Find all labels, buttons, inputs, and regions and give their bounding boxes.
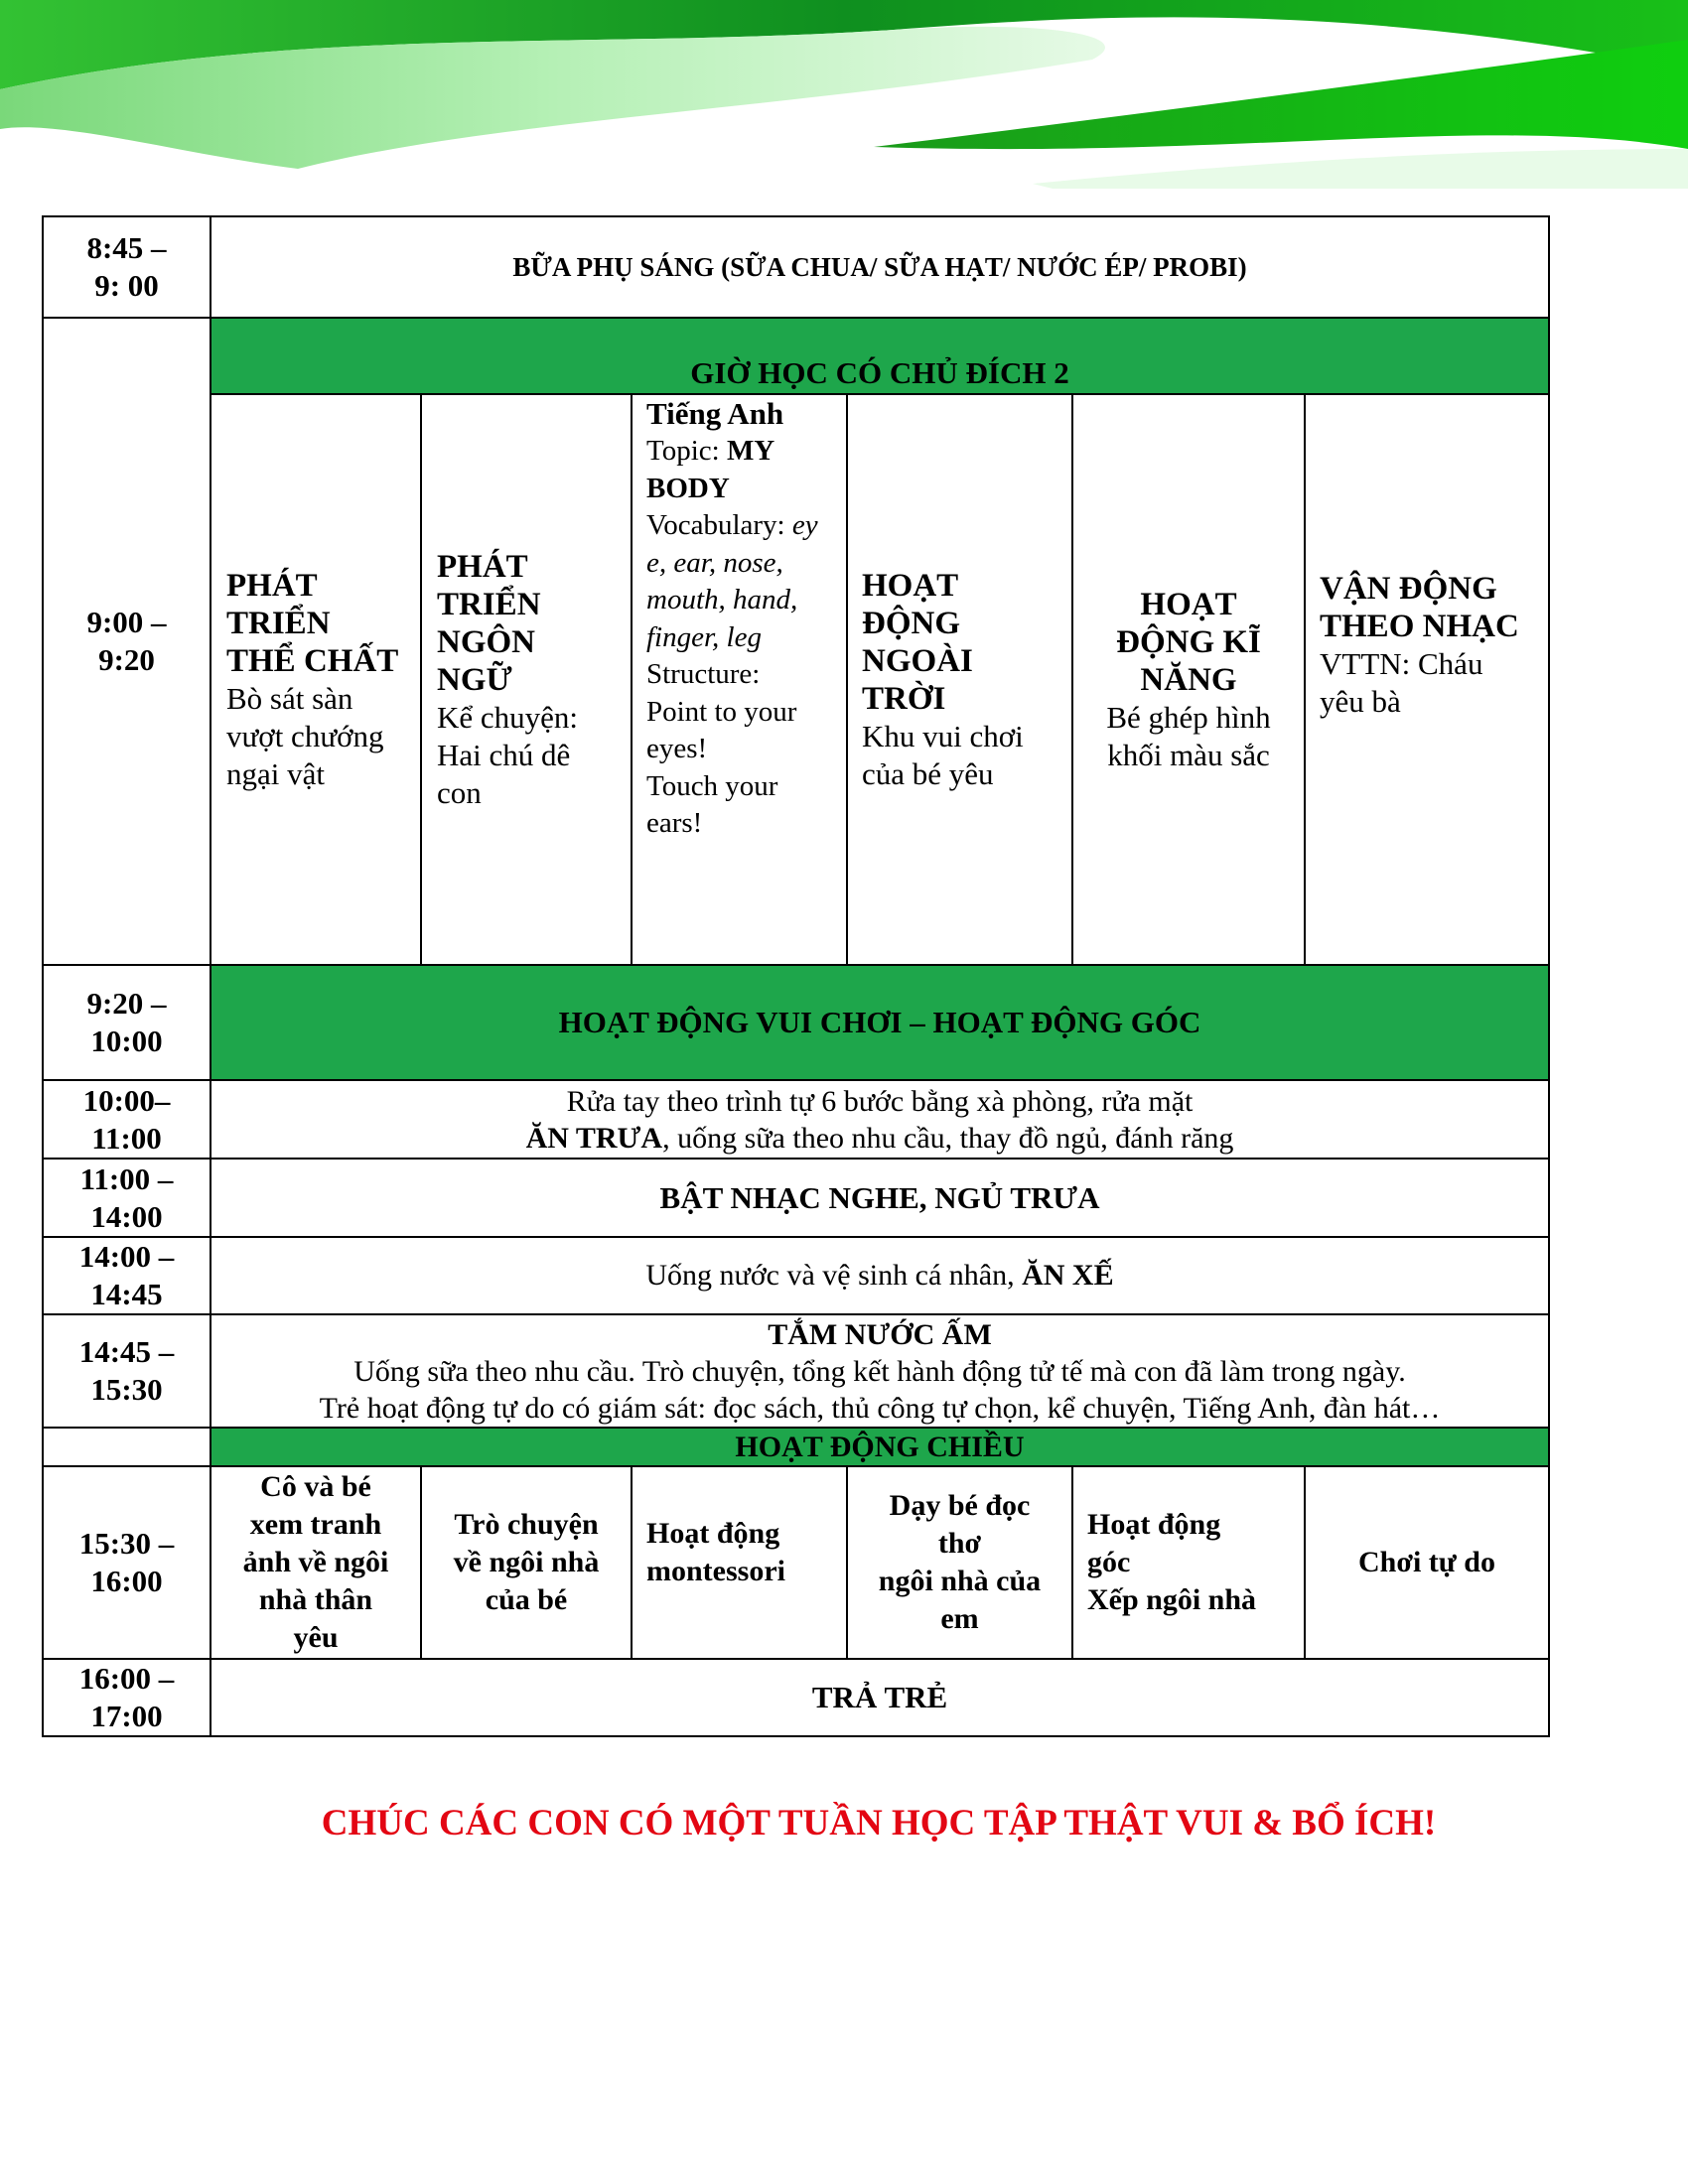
section-header-play-corner: HOẠT ĐỘNG VUI CHƠI – HOẠT ĐỘNG GÓC xyxy=(211,965,1549,1080)
afternoon-activity-2: Trò chuyện về ngôi nhà của bé xyxy=(421,1466,632,1659)
afternoon-activity-1: Cô và bé xem tranh ảnh về ngôi nhà thân yêu xyxy=(211,1466,421,1659)
subject-cell-english: Tiếng Anh Topic: MY BODY Vocabulary: ey e, ear, nose, mouth, hand, finger, leg Structure: Point to your eyes! Touch your ears! xyxy=(632,394,847,965)
schedule-row-845 xyxy=(43,216,1549,318)
schedule-row-900-subjects xyxy=(43,394,1549,965)
activity-cell: Rửa tay theo trình tự 6 bước bằng xà phòng, rửa mặt ĂN TRƯA, uống sữa theo nhu cầu, thay đồ ngủ, đánh răng xyxy=(211,1080,1549,1159)
schedule-row-920 xyxy=(43,965,1549,1080)
subject-cell-music-movement: VẬN ĐỘNG THEO NHẠC VTTN: Cháu yêu bà xyxy=(1305,394,1549,965)
subject-cell-skills: HOẠT ĐỘNG KĨ NĂNG Bé ghép hình khối màu sắc xyxy=(1072,394,1305,965)
green-wave-banner xyxy=(0,0,1688,189)
schedule-row-1530-header xyxy=(43,1428,1549,1466)
time-cell: 9:00 – 9:20 xyxy=(43,318,211,965)
schedule-row-1400 xyxy=(43,1237,1549,1314)
subject-cell-language: PHÁT TRIỂN NGÔN NGỮ Kể chuyện: Hai chú dê con xyxy=(421,394,632,965)
afternoon-activity-5: Hoạt động góc Xếp ngôi nhà xyxy=(1072,1466,1305,1659)
activity-cell: Uống nước và vệ sinh cá nhân, ĂN XẾ xyxy=(211,1237,1549,1314)
time-cell: 14:00 – 14:45 xyxy=(43,1237,211,1314)
schedule-row-1600 xyxy=(43,1659,1549,1736)
time-cell: 14:45 – 15:30 xyxy=(43,1314,211,1428)
time-cell: 16:00 – 17:00 xyxy=(43,1659,211,1736)
daily-schedule-table xyxy=(42,215,1550,1737)
subject-cell-outdoor: HOẠT ĐỘNG NGOÀI TRỜI Khu vui chơi của bé yêu xyxy=(847,394,1072,965)
subject-cell-physical: PHÁT TRIỂN THỂ CHẤT Bò sát sàn vượt chướng ngại vật xyxy=(211,394,421,965)
time-cell: 10:00– 11:00 xyxy=(43,1080,211,1159)
section-header-focused-lesson: GIỜ HỌC CÓ CHỦ ĐÍCH 2 xyxy=(211,318,1549,394)
schedule-row-900-header xyxy=(43,318,1549,394)
schedule-row-1000 xyxy=(43,1080,1549,1159)
activity-cell: TẮM NƯỚC ẤM Uống sữa theo nhu cầu. Trò chuyện, tổng kết hành động tử tế mà con đã làm trong ngày. Trẻ hoạt động tự do có giám sát: đọc sách, thủ công tự chọn, kể chuyện, Tiếng Anh, đàn hát… xyxy=(211,1314,1549,1428)
closing-message: CHÚC CÁC CON CÓ MỘT TUẦN HỌC TẬP THẬT VUI & BỔ ÍCH! xyxy=(321,1803,1437,1843)
time-cell: 9:20 – 10:00 xyxy=(43,965,211,1080)
activity-cell: BỮA PHỤ SÁNG (SỮA CHUA/ SỮA HẠT/ NƯỚC ÉP/ PROBI) xyxy=(211,216,1549,318)
activity-cell: TRẢ TRẺ xyxy=(211,1659,1549,1736)
afternoon-activity-4: Dạy bé đọc thơ ngôi nhà của em xyxy=(847,1466,1072,1659)
afternoon-activity-3: Hoạt động montessori xyxy=(632,1466,847,1659)
schedule-row-1445 xyxy=(43,1314,1549,1428)
time-cell: 8:45 – 9: 00 xyxy=(43,216,211,318)
schedule-row-1100 xyxy=(43,1159,1549,1236)
activity-cell: BẬT NHẠC NGHE, NGỦ TRƯA xyxy=(211,1159,1549,1236)
afternoon-activity-6: Chơi tự do xyxy=(1305,1466,1549,1659)
section-header-afternoon: HOẠT ĐỘNG CHIỀU xyxy=(211,1428,1549,1466)
schedule-row-1530 xyxy=(43,1466,1549,1659)
time-cell: 11:00 – 14:00 xyxy=(43,1159,211,1236)
time-cell: 15:30 – 16:00 xyxy=(43,1466,211,1659)
empty-time-cell xyxy=(43,1428,211,1466)
